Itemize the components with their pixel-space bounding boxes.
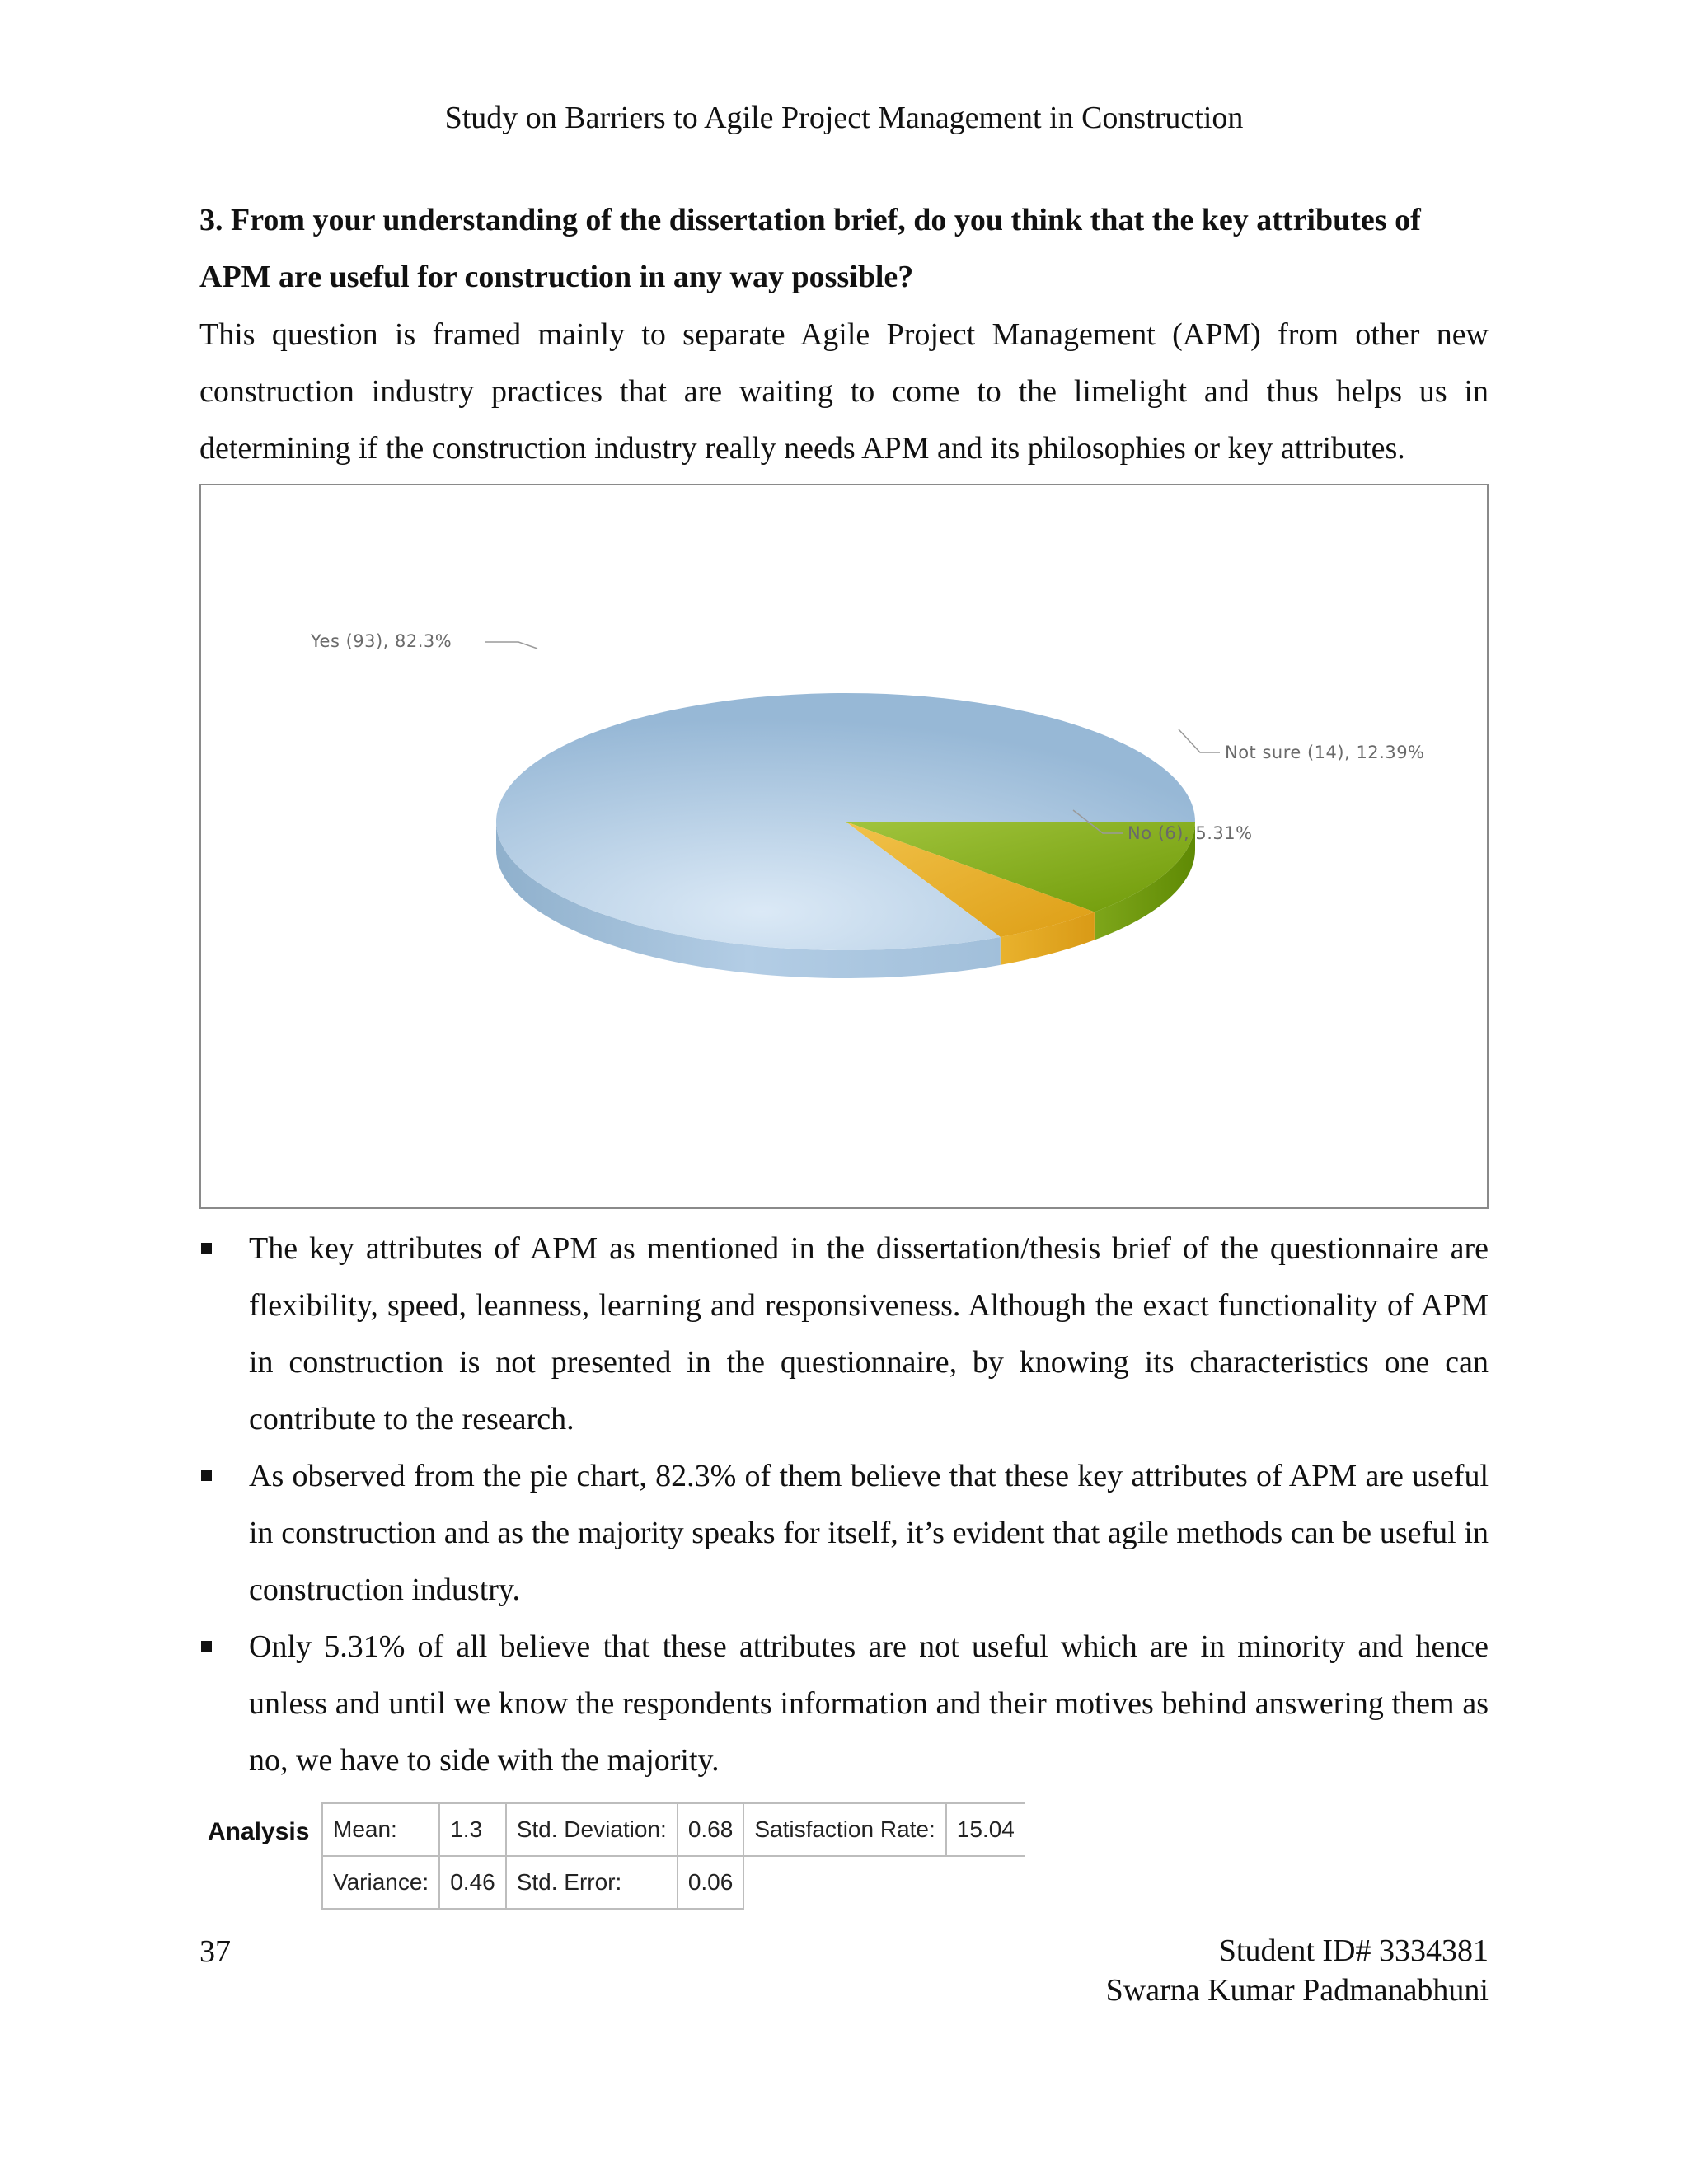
pie-label-yes: Yes (93), 82.3% xyxy=(311,631,452,651)
analysis-row-2 xyxy=(322,1856,1025,1909)
mean-value: 1.3 xyxy=(439,1803,506,1856)
variance-value: 0.46 xyxy=(439,1856,506,1909)
std-error-value: 0.06 xyxy=(678,1856,744,1909)
square-bullet-icon xyxy=(201,1243,212,1254)
pie-label-not-sure-leader xyxy=(1179,729,1220,752)
author-name: Swarna Kumar Padmanabhuni xyxy=(1105,1973,1489,2008)
std-error-label: Std. Error: xyxy=(506,1856,678,1909)
findings-list xyxy=(199,1221,1489,1789)
footer-author-block xyxy=(1106,1931,1489,2010)
running-header: Study on Barriers to Agile Project Management in Construction xyxy=(444,101,1244,135)
satisfaction-rate-value: 15.04 xyxy=(946,1803,1025,1856)
square-bullet-icon xyxy=(201,1641,212,1652)
variance-label: Variance: xyxy=(322,1856,439,1909)
square-bullet-icon xyxy=(201,1470,212,1481)
finding-bullet-2: As observed from the pie chart, 82.3% of them believe that these key attributes of APM are useful in construction and as the majority speaks for itself, it’s evident that agile methods can be useful in construction industry. xyxy=(199,1448,1489,1619)
finding-bullet-3: Only 5.31% of all believe that these attributes are not useful which are in minority and hence unless and until we know the respondents information and their motives behind answering them as no, we have to side with the majority. xyxy=(199,1619,1489,1789)
empty-cell xyxy=(946,1856,1025,1909)
question-intro: This question is framed mainly to separate Agile Project Management (APM) from other new construction industry practices that are waiting to come to the limelight and thus helps us in determining if the construction industry really needs APM and its philosophies or key attributes. xyxy=(199,317,1489,466)
page-number: 37 xyxy=(199,1934,231,1969)
question-heading: 3. From your understanding of the dissertation brief, do you think that the key attributes of APM are useful for construction in any way possible? xyxy=(199,203,1421,294)
pie-label-no: No (6), 5.31% xyxy=(1128,823,1253,843)
student-id: Student ID# 3334381 xyxy=(1218,1933,1489,1968)
std-deviation-label: Std. Deviation: xyxy=(506,1803,678,1856)
mean-label: Mean: xyxy=(322,1803,439,1856)
pie-label-yes-leader xyxy=(485,642,537,649)
std-deviation-value: 0.68 xyxy=(678,1803,744,1856)
pie-chart-figure xyxy=(199,484,1489,1209)
satisfaction-rate-label: Satisfaction Rate: xyxy=(743,1803,945,1856)
finding-bullet-1: The key attributes of APM as mentioned in the dissertation/thesis brief of the questionnaire are flexibility, speed, leanness, learning and responsiveness. Although the exact functionality of APM in construction is not presented in the questionnaire, by knowing its characteristics one can contribute to the research. xyxy=(199,1221,1489,1448)
pie-label-not-sure: Not sure (14), 12.39% xyxy=(1225,743,1425,762)
pie-chart xyxy=(201,485,1487,1207)
analysis-table xyxy=(321,1802,1025,1910)
analysis-row-1 xyxy=(322,1803,1025,1856)
pie-tops xyxy=(496,693,1195,950)
analysis-label: Analysis xyxy=(208,1818,310,1845)
empty-cell xyxy=(743,1856,945,1909)
